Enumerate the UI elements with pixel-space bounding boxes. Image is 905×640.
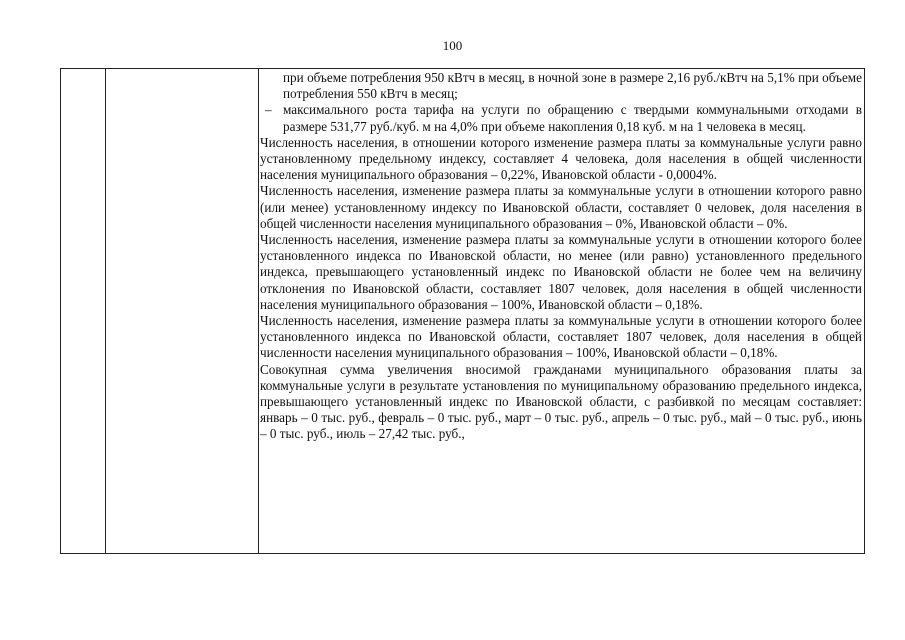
paragraph-limit-index: Численность населения, в отношении которого изменение размера платы за коммунальные услуги равно установленному предельному индексу, составляет 4 человека, доля населения в общей численности населения муниципального образования – 0,22%, Ивановской области - 0,0004%. — [260, 134, 862, 183]
list-item-text: при объеме потребления 950 кВтч в месяц, в ночной зоне в размере 2,16 руб./кВтч на 5,1% при объеме потребления 550 кВтч в месяц; — [283, 70, 862, 102]
paragraph-monthly-sum: Совокупная сумма увеличения вносимой гражданами муниципального образования платы за коммунальные услуги в результате установления по муниципальному образованию предельного индекса, превышающего установленный индекс по Ивановской области, с разбивкой по месяцам составляет: январь – 0 тыс. руб., февраль – 0 тыс. руб., март – 0 тыс. руб., апрель – 0 тыс. руб., май – 0 тыс. руб., июнь – 0 тыс. руб., июль – 27,42 тыс. руб., — [260, 361, 862, 442]
paragraph-between-index: Численность населения, изменение размера платы за коммунальные услуги в отношении которого более установленного индекса по Ивановской области, но менее (или равно) установленного предельного индекса, превышающего установленный индекс по Ивановской области не более чем на величину отклонения по Ивановской области, составляет 1807 человек, доля населения в общей численности населения муниципального образования – 100%, Ивановской области – 0,18%. — [260, 232, 862, 312]
table-text-cell — [260, 70, 862, 443]
list-item-text: максимального роста тарифа на услуги по обращению с твердыми коммунальными отходами в размере 531,77 руб./куб. м на 4,0% при объеме накопления 0,18 куб. м на 1 человека в месяц. — [283, 102, 862, 134]
paragraph-above-index: Численность населения, изменение размера платы за коммунальные услуги в отношении которого более установленного индекса по Ивановской области, составляет 1807 человек, доля населения в общей численности населения муниципального образования – 100%, Ивановской области – 0,18%. — [260, 313, 862, 361]
document-table — [60, 68, 865, 554]
page-number: 100 — [442, 38, 463, 53]
column-divider-2 — [258, 69, 259, 553]
paragraph-below-index: Численность населения, изменение размера платы за коммунальные услуги в отношении которого равно (или менее) установленному индексу по Ивановской области, составляет 0 человек, доля населения в общей численности населения муниципального образования – 0%, Ивановской области – 0%. — [260, 183, 862, 231]
list-item-continuation — [260, 70, 862, 102]
list-dash: – — [265, 102, 272, 118]
list-item — [260, 102, 862, 134]
column-divider-1 — [105, 69, 106, 553]
